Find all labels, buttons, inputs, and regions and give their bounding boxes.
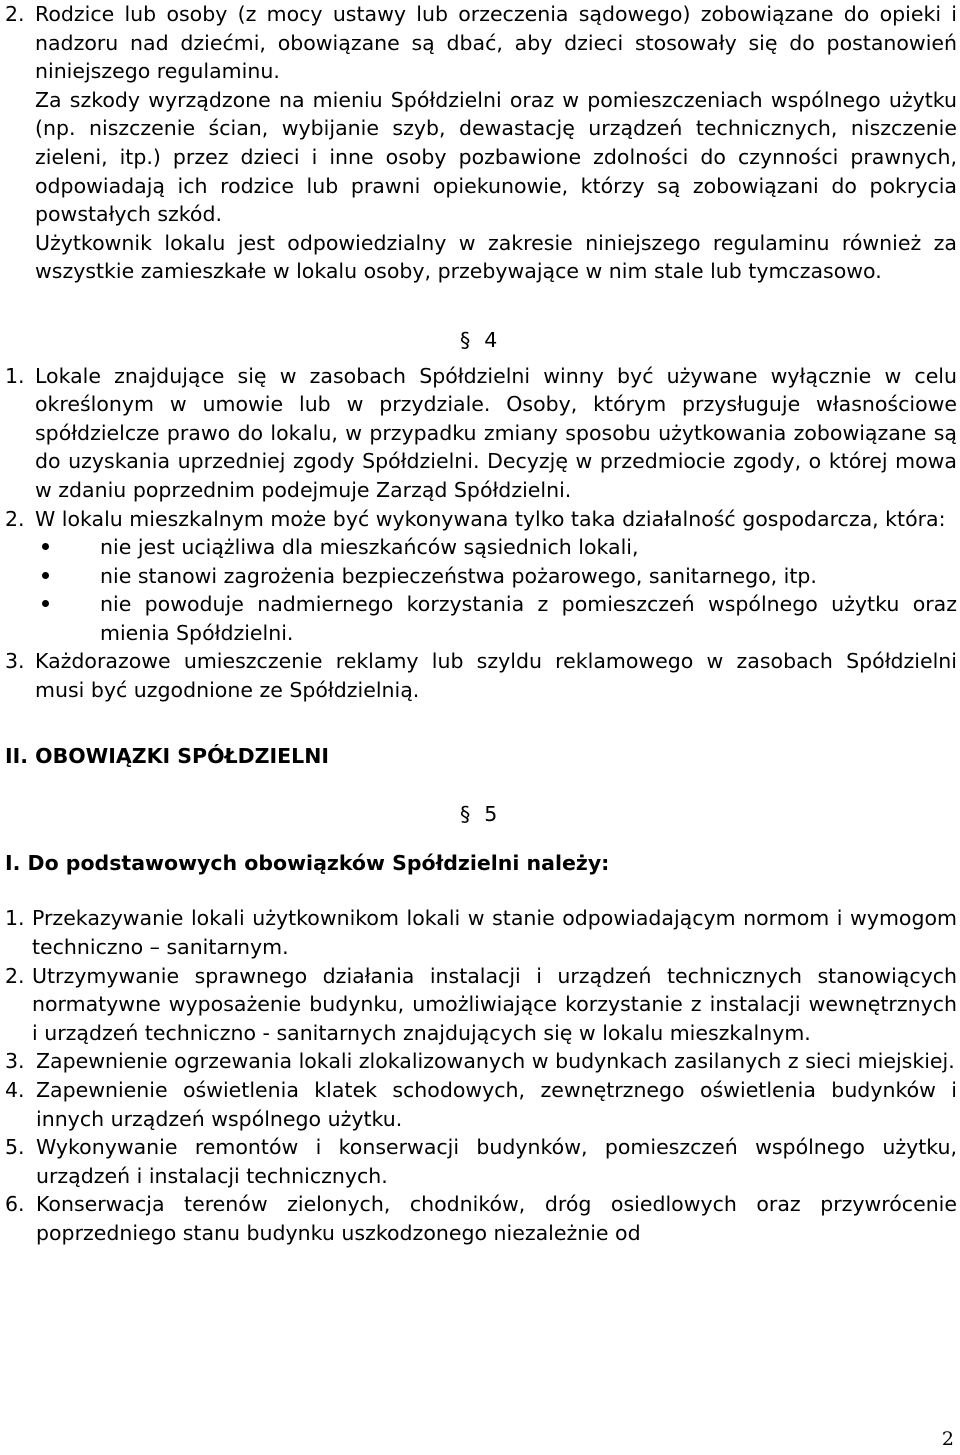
item-number: 5. (5, 1135, 32, 1160)
duty-item-2 (5, 962, 957, 1048)
item-text: Zapewnienie ogrzewania lokali zlokalizowanych w budynkach zasilanych z sieci miejskiej. (36, 1049, 955, 1074)
item-number: 2. (5, 506, 25, 531)
item-number: 4. (5, 1078, 32, 1102)
intro-item-2 (5, 0, 957, 86)
duty-item-4 (5, 1076, 957, 1133)
activity-conditions-list (5, 533, 957, 647)
item-number: 1. (5, 906, 25, 931)
section-number: 5 (484, 802, 498, 827)
item-number: 3. (5, 649, 25, 674)
duty-item-3 (5, 1047, 957, 1076)
item-text: Wykonywanie remontów i konserwacji budynków, pomieszczeń wspólnego użytku, urządzeń i instalacji technicznych. (36, 1135, 957, 1188)
item-text: W lokalu mieszkalnym może być wykonywana tylko taka działalność gospodarcza, która: (35, 506, 946, 531)
item-text: Każdorazowe umieszczenie reklamy lub szyldu reklamowego w zasobach Spółdzielni musi być uzgodnione ze Spółdzielnią. (35, 649, 957, 703)
chapter-title: II. OBOWIĄZKI SPÓŁDZIELNI (5, 743, 330, 768)
bullet-icon (5, 562, 100, 591)
item-number: 3. (5, 1049, 32, 1074)
section-5-heading (5, 800, 957, 829)
bullet-icon (5, 590, 100, 647)
document-page (5, 0, 957, 1248)
user-responsibility-paragraph: Użytkownik lokalu jest odpowiedzialny w zakresie niniejszego regulaminu również za wszystkie zamieszkałe w lokalu osoby, przebywające w nim stale lub tymczasowo. (35, 230, 957, 284)
item-text: Konserwacja terenów zielonych, chodników, dróg osiedlowych oraz przywrócenie poprzedniego stanu budynku uszkodzonego niezależnie od (36, 1192, 957, 1245)
bullet-icon (5, 533, 100, 562)
list-item: nie stanowi zagrożenia bezpieczeństwa pożarowego, sanitarnego, itp. (5, 562, 957, 591)
item-number: 6. (5, 1192, 32, 1217)
duty-item-5 (5, 1133, 957, 1190)
item-number: 1. (5, 363, 25, 388)
section-number: 4 (484, 327, 498, 352)
section-4-item-3 (5, 647, 957, 704)
item-number: 2. (5, 2, 25, 26)
list-item: nie jest uciążliwa dla mieszkańców sąsiednich lokali, (5, 533, 957, 562)
damage-paragraph: Za szkody wyrządzone na mieniu Spółdzielni oraz w pomieszczeniach wspólnego użytku (np. niszczenie ścian, wybijanie szyb, dewastację urządzeń technicznych, niszczenie zieleni, itp.) przez dzieci i inne osoby pozbawione zdolności do czynności prawnych, odpowiadają ich rodzice lub prawni opiekunowie, którzy są zobowiązani do pokrycia powstałych szkód. (35, 87, 957, 227)
page-number: 2 (941, 1428, 954, 1450)
duty-item-1 (5, 904, 957, 961)
list-item: nie powoduje nadmiernego korzystania z pomieszczeń wspólnego użytku oraz mienia Spółdzielni. (5, 590, 957, 647)
section-4-heading (5, 326, 957, 355)
section-sign-symbol: § (460, 802, 471, 827)
item-text: Utrzymywanie sprawnego działania instalacji i urządzeń technicznych stanowiących normatywne wyposażenie budynku, umożliwiające korzystanie z instalacji wewnętrznych i urządzeń techniczno - sanitarnych znajdujących się w lokalu mieszkalnym. (32, 963, 957, 1045)
item-text: Lokale znajdujące się w zasobach Spółdzielni winny być używane wyłącznie w celu określonym w umowie lub w przydziale. Osoby, którym przysługuje własnościowe spółdzielcze prawo do lokalu, w przypadku zmiany sposobu użytkowania zobowiązane są do uzyskania uprzedniej zgody Spółdzielni. Decyzję w przedmiocie zgody, o której mowa w zdaniu poprzednim podejmuje Zarząd Spółdzielni. (35, 363, 957, 502)
section-4-item-2 (5, 505, 957, 534)
item-text: Przekazywanie lokali użytkownikom lokali w stanie odpowiadającym normom i wymogom techniczno – sanitarnym. (32, 906, 957, 960)
item-text: Rodzice lub osoby (z mocy ustawy lub orzeczenia sądowego) zobowiązane do opieki i nadzoru nad dziećmi, obowiązane są dbać, aby dzieci stosowały się do postanowień niniejszego regulaminu. (35, 2, 957, 84)
section-sign-symbol: § (460, 327, 471, 352)
item-number: 2. (5, 963, 25, 988)
item-text: Zapewnienie oświetlenia klatek schodowych, zewnętrznego oświetlenia budynków i innych urządzeń wspólnego użytku. (36, 1078, 957, 1131)
section-4-item-1 (5, 362, 957, 505)
duty-item-6 (5, 1190, 957, 1247)
section-5-subtitle: I. Do podstawowych obowiązków Spółdzielni należy: (5, 850, 610, 875)
